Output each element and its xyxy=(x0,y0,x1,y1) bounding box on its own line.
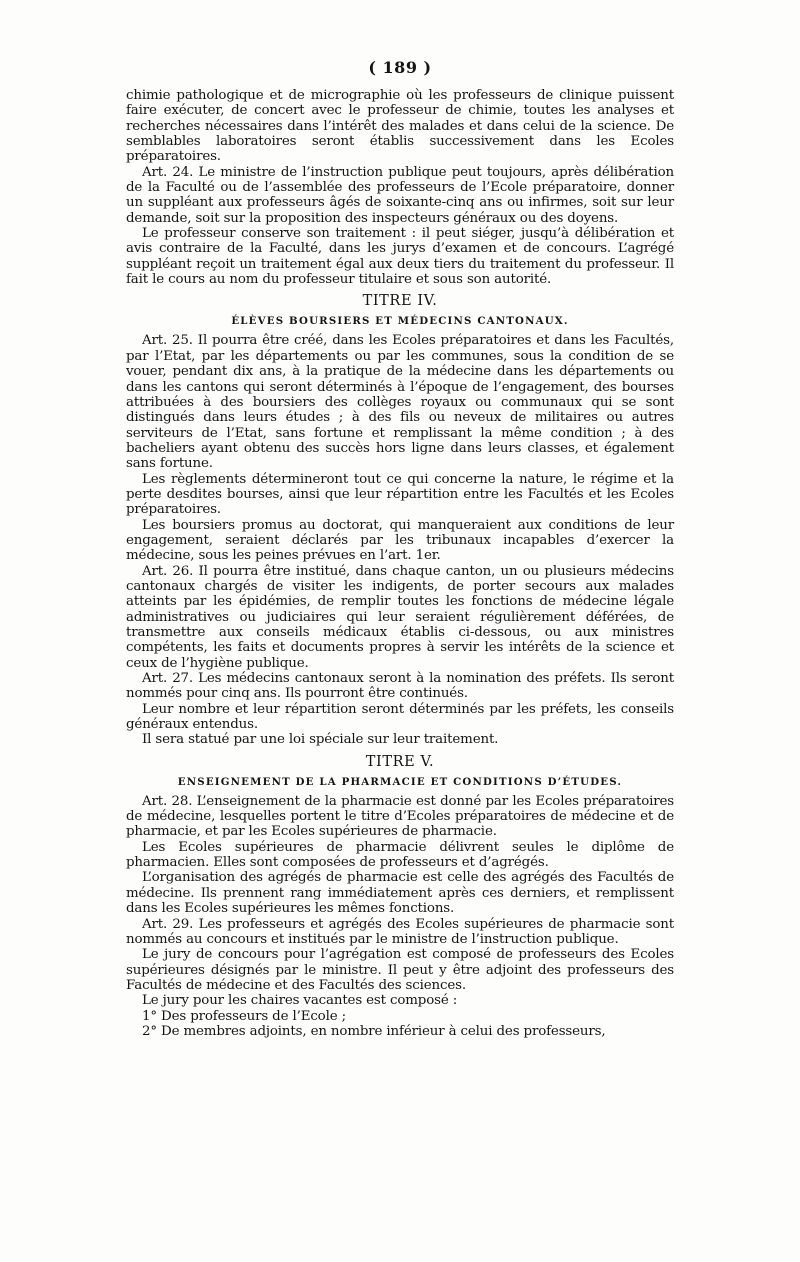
paragraph: Le professeur conserve son traitement : il peut siéger, jusqu’à délibération et avis contraire de la Faculté, dans les jurys d’examen et de concours. L’agrégé suppléant reçoit un traitement égal aux deux tiers du traitement du professeur. Il fait le cours au nom du professeur titulaire et sous son autorité. xyxy=(126,226,674,288)
section-titre-v xyxy=(126,794,674,1040)
section-heading-titre-v: TITRE V. xyxy=(365,753,435,770)
page-number: ( 189 ) xyxy=(368,58,432,77)
paragraph: Le jury de concours pour l’agrégation est composé de professeurs des Ecoles supérieures désignés par le ministre. Il peut y être adjoint des professeurs des Facultés de médecine et des Facultés des sciences. xyxy=(126,947,674,993)
section-subtitle-titre-v: ENSEIGNEMENT DE LA PHARMACIE ET CONDITIONS D’ÉTUDES. xyxy=(177,775,623,788)
article-number: Art. 26. xyxy=(142,563,194,579)
section-titre-iv xyxy=(126,333,674,747)
paragraph: 1° Des professeurs de l’Ecole ; xyxy=(142,1008,346,1024)
paragraph: Les Ecoles supérieures de pharmacie délivrent seules le diplôme de pharmacien. Elles sont composées de professeurs et d’agrégés. xyxy=(126,839,674,871)
paragraph: Les règlements détermineront tout ce qui concerne la nature, le régime et la perte desdites bourses, ainsi que leur répartition entre les Facultés et les Ecoles préparatoires. xyxy=(126,471,674,518)
article-paragraph: Art. 28. L’enseignement de la pharmacie est donné par les Ecoles préparatoires de médecine, lesquelles portent le titre d’Ecoles préparatoires de médecine et de pharmacie, et par les Ecoles supérieures de pharmacie. xyxy=(126,793,675,840)
section-subtitle-titre-iv: ÉLÈVES BOURSIERS ET MÉDECINS CANTONAUX. xyxy=(231,315,569,328)
page-text xyxy=(126,58,674,1039)
article-number: Art. 24. xyxy=(142,164,194,180)
paragraph: Les boursiers promus au doctorat, qui manqueraient aux conditions de leur engagement, seraient déclarés par les tribunaux incapables d’exercer la médecine, sous les peines prévues en l’art. 1er. xyxy=(126,517,674,564)
paragraph: chimie pathologique et de micrographie où les professeurs de clinique puissent faire exécuter, de concert avec le professeur de chimie, toutes les analyses et recherches nécessaires dans l’intérêt des malades et dans celui de la science. De semblables laboratoires seront établis successivement dans les Ecoles préparatoires. xyxy=(126,88,674,165)
article-paragraph: Art. 29. Les professeurs et agrégés des Ecoles supérieures de pharmacie sont nommés au concours et institués par le ministre de l’instruction publique. xyxy=(126,916,674,947)
paragraph: Il sera statué par une loi spéciale sur leur traitement. xyxy=(142,732,499,748)
section-heading-titre-iv: TITRE IV. xyxy=(362,293,438,310)
paragraph: Leur nombre et leur répartition seront déterminés par les préfets, les conseils généraux entendus. xyxy=(126,701,674,733)
article-paragraph: Art. 24. Le ministre de l’instruction publique peut toujours, après délibération de la Faculté ou de l’assemblée des professeurs de l’Ecole préparatoire, donner un suppléant aux professeurs âgés de soixante-cinq ans ou infirmes, soit sur leur demande, soit sur la proposition des inspecteurs généraux ou des doyens. xyxy=(126,164,675,226)
paragraph: 2° De membres adjoints, en nombre inférieur à celui des professeurs, xyxy=(142,1023,606,1039)
article-number: Art. 29. xyxy=(142,916,194,932)
article-number: Art. 28. xyxy=(142,793,193,809)
paragraph: Le jury pour les chaires vacantes est composé : xyxy=(142,993,458,1009)
article-paragraph: Art. 27. Les médecins cantonaux seront à la nomination des préfets. Ils seront nommés pour cinq ans. Ils pourront être continués. xyxy=(126,671,675,702)
article-paragraph: Art. 26. Il pourra être institué, dans chaque canton, un ou plusieurs médecins cantonaux chargés de visiter les indigents, de porter secours aux malades atteints par les épidémies, de remplir toutes les fonctions de médecine légale administratives ou judiciaires qui leur seraient régulièrement déférées, de transmettre aux conseils médicaux établis ci-dessous, ou aux ministres compétents, les faits et documents propres à servir les intérêts de la science et ceux de l’hygiène publique. xyxy=(126,563,674,671)
paragraph: L’organisation des agrégés de pharmacie est celle des agrégés des Facultés de médecine. Ils prennent rang immédiatement après ces derniers, et remplissent dans les Ecoles supérieures les mêmes fonctions. xyxy=(126,870,674,917)
article-paragraph: Art. 25. Il pourra être créé, dans les Ecoles préparatoires et dans les Facultés, par l’Etat, par les départements ou par les communes, sous la condition de se vouer, pendant dix ans, à la pratique de la médecine dans les départements ou dans les cantons qui seront déterminés à l’époque de l’engagement, des bourses attribuées à des boursiers des collèges royaux ou communaux qui se sont distingués dans leurs études ; à des fils ou neveux de militaires ou autres serviteurs de l’Etat, sans fortune et remplissant la même condition ; à des bacheliers ayant obtenu des succès hors ligne dans leurs classes, et également sans fortune. xyxy=(126,333,674,472)
article-number: Art. 25. xyxy=(142,333,193,349)
article-number: Art. 27. xyxy=(142,671,194,687)
section-intro xyxy=(126,88,674,287)
